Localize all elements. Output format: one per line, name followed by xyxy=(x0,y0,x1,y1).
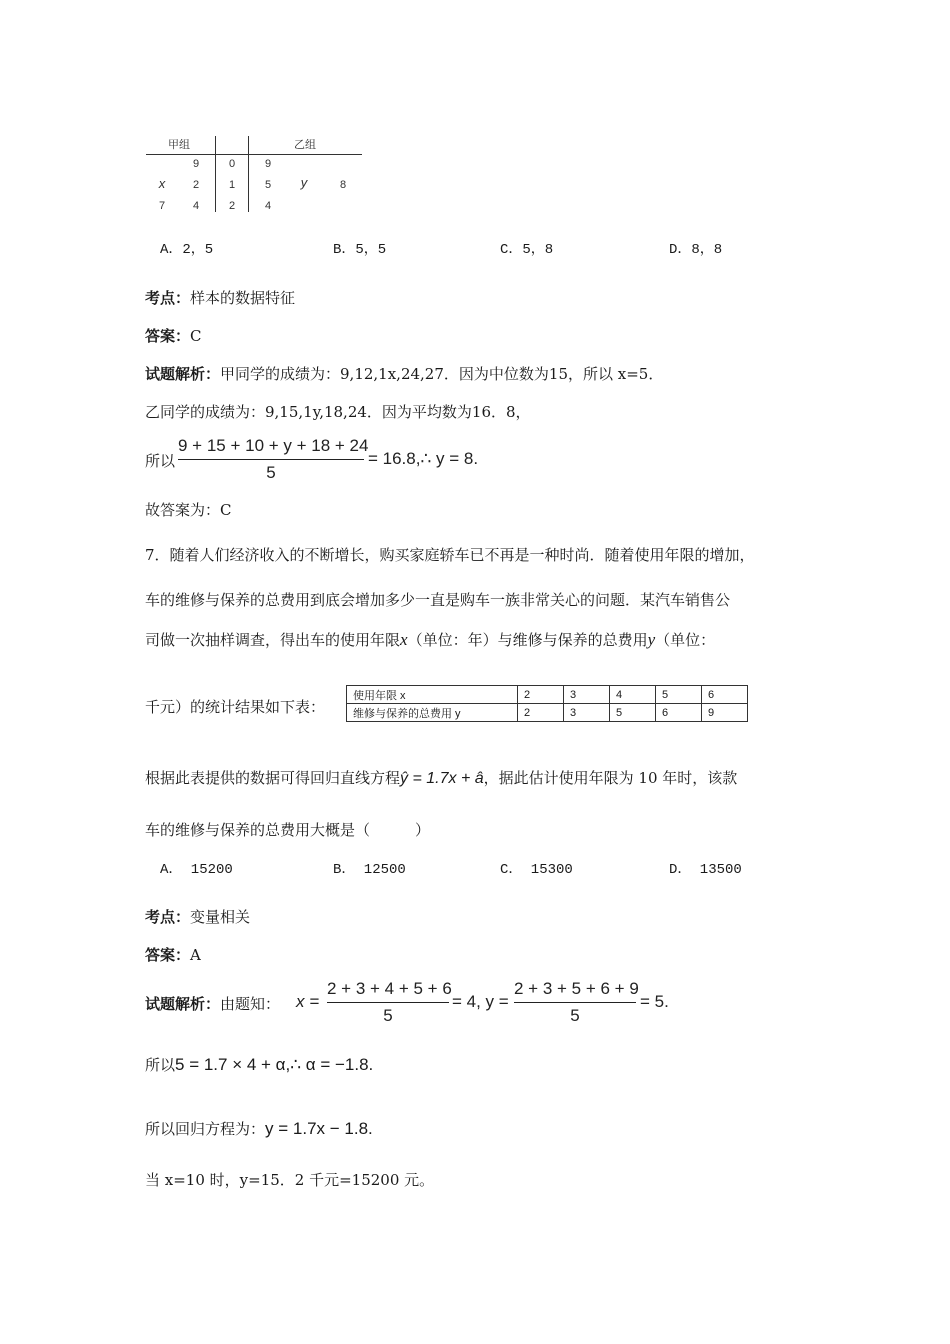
fraction-bar xyxy=(178,459,364,460)
knowledge-point xyxy=(145,907,250,927)
text: （单位：年）与维修与保养的总费用 xyxy=(407,631,648,649)
knowledge-point xyxy=(145,288,295,308)
table-cell: 9 xyxy=(702,704,748,722)
answer-line xyxy=(145,326,202,346)
statistics-table xyxy=(346,685,748,722)
table-cell: 3 xyxy=(564,686,610,704)
leaf-right: 4 xyxy=(264,200,272,212)
regression-equation: ŷ = 1.7x + â xyxy=(400,770,484,787)
leaf-left-variable: x xyxy=(158,176,166,191)
fraction-numerator: 2 + 3 + 5 + 6 + 9 xyxy=(514,979,639,998)
fraction-denominator: 5 xyxy=(570,1006,580,1025)
conclusion-line: 故答案为：C xyxy=(145,501,232,519)
stem: 1 xyxy=(228,179,236,191)
text: ，据此估计使用年限为 10 年时，该款 xyxy=(483,769,738,787)
leaf-right-variable: y xyxy=(300,175,308,190)
xbar-label: x = xyxy=(296,992,320,1011)
text: 所以 xyxy=(145,1056,176,1074)
analysis-line-2: 乙同学的成绩为：9,15,1y,18,24．因为平均数为16．8， xyxy=(145,403,531,421)
equation-result: = 16.8,∴ y = 8. xyxy=(368,449,479,468)
final-answer-line: 当 x=10 时，y=15．2 千元=15200 元。 xyxy=(145,1171,435,1189)
table-cell: 5 xyxy=(656,686,702,704)
option-b: B． 12500 xyxy=(333,862,406,878)
leaf-left: 4 xyxy=(192,200,200,212)
regression-equation: y = 1.7x − 1.8. xyxy=(265,1119,373,1138)
ybar-fraction xyxy=(514,979,639,1026)
option-b: B．5，5 xyxy=(333,242,387,258)
row-header: 维修与保养的总费用 y xyxy=(347,704,518,722)
leaf-left: 7 xyxy=(158,200,166,212)
suoyi-text: 所以 xyxy=(145,452,176,470)
header-group-b: 乙组 xyxy=(294,139,316,151)
alpha-equation: 5 = 1.7 × 4 + α,∴ α = −1.8. xyxy=(175,1055,374,1074)
table-row xyxy=(347,704,748,722)
fraction-bar xyxy=(327,1002,449,1003)
table-cell: 3 xyxy=(564,704,610,722)
variable-y: y xyxy=(647,630,656,649)
stem: 2 xyxy=(228,200,236,212)
q7-line-3 xyxy=(145,630,715,650)
option-a: A．2，5 xyxy=(160,242,214,258)
leaf-right: 5 xyxy=(264,179,272,191)
analysis-line xyxy=(145,994,280,1014)
q7-line-4: 千元）的统计结果如下表： xyxy=(145,698,326,716)
leaf-left: 2 xyxy=(192,179,200,191)
fraction-bar xyxy=(514,1002,636,1003)
q7-line-6: 车的维修与保养的总费用大概是（ ） xyxy=(145,821,431,839)
analysis-label: 试题解析： xyxy=(145,995,221,1013)
table-cell: 5 xyxy=(610,704,656,722)
point-text: 变量相关 xyxy=(190,908,251,926)
analysis-line-1 xyxy=(145,364,663,384)
q7-line-2: 车的维修与保养的总费用到底会增加多少一直是购车一族非常关心的问题．某汽车销售公 xyxy=(145,591,731,609)
table-cell: 2 xyxy=(518,704,564,722)
plot-divider-horizontal xyxy=(146,154,362,155)
leaf-right: 8 xyxy=(339,179,347,191)
plot-divider-right xyxy=(248,136,249,212)
text: 司做一次抽样调查，得出车的使用年限 xyxy=(145,631,401,649)
ybar-result: = 5. xyxy=(640,992,669,1011)
fraction-numerator: 9 + 15 + 10 + y + 18 + 24 xyxy=(178,436,369,455)
answer-text: A xyxy=(190,946,201,964)
point-text: 样本的数据特征 xyxy=(190,289,296,307)
option-d: D．8，8 xyxy=(669,242,723,258)
answer-label: 答案： xyxy=(145,327,191,345)
fraction-numerator: 2 + 3 + 4 + 5 + 6 xyxy=(327,979,452,998)
stem: 0 xyxy=(228,158,236,170)
answer-label: 答案： xyxy=(145,946,191,964)
row-header: 使用年限 x xyxy=(347,686,518,704)
option-c: C．5，8 xyxy=(500,242,554,258)
q7-line-1: 7．随着人们经济收入的不断增长，购买家庭轿车已不再是一种时尚．随着使用年限的增加， xyxy=(145,546,755,564)
leaf-left: 9 xyxy=(192,158,200,170)
table-cell: 4 xyxy=(610,686,656,704)
point-label: 考点： xyxy=(145,908,191,926)
xbar-result-ybar: = 4, y = xyxy=(452,992,509,1011)
leaf-right: 9 xyxy=(264,158,272,170)
analysis-text: 甲同学的成绩为：9,12,1x,24,27．因为中位数为15，所以 x=5． xyxy=(220,365,664,383)
xbar-fraction xyxy=(327,979,452,1026)
analysis-label: 试题解析： xyxy=(145,365,221,383)
mean-fraction xyxy=(178,436,369,483)
analysis-text: 由题知： xyxy=(220,995,281,1013)
table-cell: 6 xyxy=(702,686,748,704)
fraction-denominator: 5 xyxy=(383,1006,393,1025)
alpha-line xyxy=(145,1055,373,1075)
answer-line xyxy=(145,945,201,965)
table-row xyxy=(347,686,748,704)
option-c: C． 15300 xyxy=(500,862,573,878)
plot-divider-left xyxy=(215,136,216,212)
header-group-a: 甲组 xyxy=(168,139,190,151)
text: 所以回归方程为： xyxy=(145,1120,266,1138)
regression-line xyxy=(145,1119,373,1139)
point-label: 考点： xyxy=(145,289,191,307)
answer-text: C xyxy=(190,327,202,345)
text: （单位： xyxy=(655,631,716,649)
text: 根据此表提供的数据可得回归直线方程 xyxy=(145,769,401,787)
variable-x: x xyxy=(400,630,408,649)
option-a: A． 15200 xyxy=(160,862,233,878)
option-d: D． 13500 xyxy=(669,862,742,878)
table-cell: 6 xyxy=(656,704,702,722)
q7-line-5 xyxy=(145,768,737,789)
table-cell: 2 xyxy=(518,686,564,704)
fraction-denominator: 5 xyxy=(266,463,276,482)
